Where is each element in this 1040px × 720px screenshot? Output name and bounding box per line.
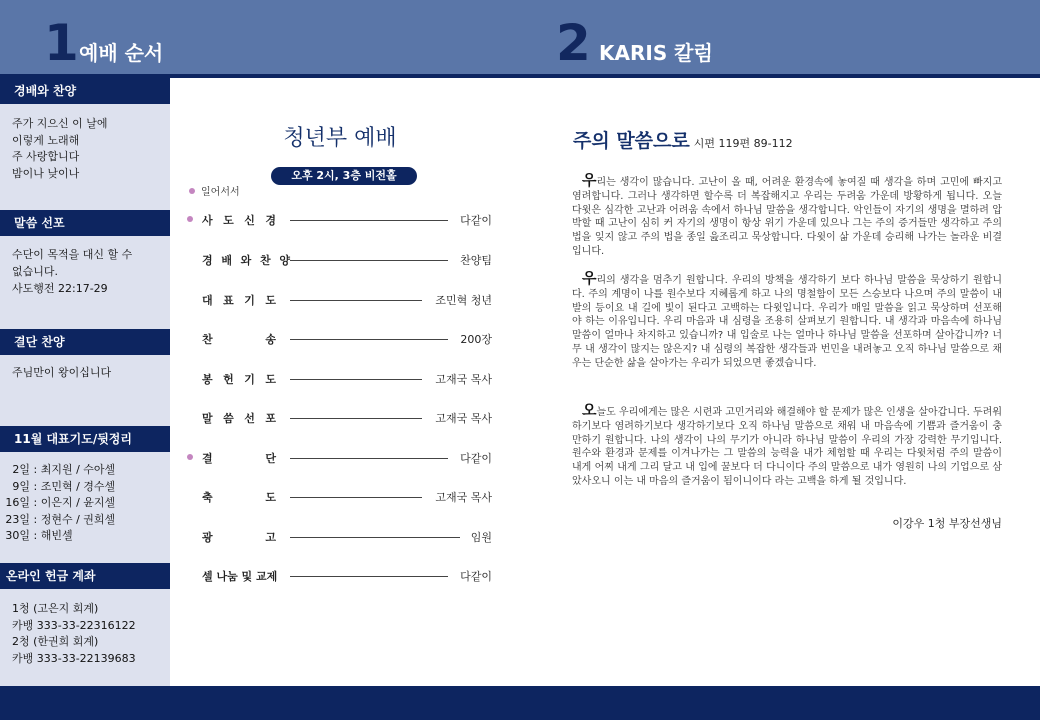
prayer-schedule [0,462,150,545]
sidebar-heading-prayer: 11월 대표기도/뒷정리 [0,426,170,452]
sermon-scripture: 사도행전 22:17-29 [12,282,108,295]
prayer-names: 최지원 / 수아셀 [40,463,116,476]
service-item-label: 말 씀 선 포 [202,412,276,425]
service-item [186,250,496,270]
service-item [186,210,496,230]
service-item [186,408,496,428]
bullet-icon [187,216,193,222]
bullet-icon [187,454,193,460]
service-item-label: 사 도 신 경 [202,214,276,227]
leader-line [290,300,422,301]
service-item-leader: 다같이 [460,452,492,465]
sidebar-heading-decision: 결단 찬양 [0,329,170,355]
service-item-leader: 다같이 [460,570,492,583]
section-2-title: KARIS 칼럼 [599,41,713,65]
prayer-date: 16일 [5,496,30,509]
column-paragraph [572,171,1002,259]
service-item-label: 광 고 [202,531,276,544]
praise-song: 주 사랑합니다 [12,150,80,163]
service-item-leader: 찬양팀 [460,254,492,267]
service-item-leader: 고재국 목사 [435,491,492,504]
offering-account: 카뱅 333-33-22316122 [12,618,136,632]
leader-line [290,418,422,419]
section-1-number: 1 [44,14,79,72]
praise-song: 밤이나 낮이나 [12,166,80,180]
sermon-line: 수단이 목적을 대신 할 수 [12,248,133,261]
service-title: 청년부 예배 [283,126,397,151]
paragraph-text: 늘도 우리에게는 많은 시련과 고민거리와 해결해야 할 문제가 많은 인생을 살아갑니다. 두려워하기보다 염려하기보다 생각하기보다 오직 하나님 말씀으로 채워 내 마음속에 기쁨과 즐거움이 충만하기 원합니다. 나의 생각이 나의 무기가 아니라 하나님 말씀이 우리의 가장 강력한 무기입니다. 원수와 환경과 문제를 이겨나가는 그 말씀의 능력을 내가 체험할 때 우리는 다윗처럼 주의 말씀이 내게 어찌 내게 그리 달고 내 입에 꿀보다 더 다니이다 주의 말씀으로 내가 영원히 나의 기업으로 삼았사오니 이는 내 마음의 즐거움이 됨이니이다 라는 고백을 하게 될 것입니다. [572,407,1002,487]
leader-line [290,260,448,261]
column-scripture-ref: 시편 119편 89-112 [693,137,793,150]
prayer-names: 조민혁 / 경수셀 [40,479,116,493]
section-2-number: 2 [556,14,591,72]
prayer-row: 23일 : 정현수 / 권희셀 [0,512,150,529]
paragraph-text: 리는 생각이 많습니다. 고난이 올 때, 어려운 환경속에 놓여질 때 생각을 하며 고민에 빠지고 염려합니다. 그러나 생각하면 할수록 더 복잡해지고 우리는 두려움 가운데 방황하게 됩니다. 오늘 다윗은 심각한 고난과 어려움 속에서 하나님 말씀을 생각합니다. 악인들이 자기의 생명을 멸하려 압박할 때 고난이 심히 커 자기의 생명이 항상 위기 가운데 있으나 그는 주의 증거들만 생각하고 주의 법을 잊지 않고 주의 법을 종일 읊조리고 묵상합니다. 다윗이 삶 가운데 승리해 나가는 놀라운 비결입니다. [572,177,1002,257]
service-item-label: 축 도 [202,491,276,504]
footer-band [0,686,1040,720]
column-paragraph [572,401,1002,489]
offering-line: 2청 (한권희 회계) [12,635,99,648]
decision-song: 주님만이 왕이십니다 [12,366,112,379]
service-item [186,487,496,507]
column-title-text: 주의 말씀으로 [573,130,690,152]
service-item-leader: 200장 [460,333,492,346]
standing-note-text: 일어서서 [201,187,240,198]
service-item [186,448,496,468]
service-item [186,527,496,547]
sidebar-heading-praise: 경배와 찬양 [0,78,170,104]
leader-line [290,537,460,538]
prayer-date: 23일 [5,512,30,526]
drop-cap: 우 [582,269,597,287]
service-item-label: 봉 헌 기 도 [202,373,276,386]
prayer-row: 30일 : 해빈셀 [0,528,150,545]
prayer-date: 2일 [12,463,30,476]
service-item-label: 찬 송 [202,333,276,346]
prayer-date: 30일 [5,529,30,542]
drop-cap: 우 [582,171,597,189]
column-title [573,128,793,157]
prayer-date: 9일 [12,479,30,493]
service-item [186,369,496,389]
service-item [186,290,496,310]
paragraph-text: 리의 생각을 멈추기 원합니다. 우리의 방책을 생각하기 보다 하나님 말씀을 묵상하기 원합니다. 주의 계명이 나를 원수보다 지혜롭게 하고 나의 명철함이 모든 스승보다 나으며 주의 말씀이 내 발의 등이요 내 길에 빛이 된다고 고백하는 다윗입니다. 우리가 매일 말씀을 읽고 묵상하며 선포해야 하는 이유입니다. 우리 마음과 내 심령을 조용히 살펴보기 원합니다. 내 생각과 마음속에 하나님 말씀이 얼마나 차지하고 있습니까? 내 입술로 나는 얼마나 하나님 말씀을 선포하며 살아갑니까? 너무 내 생각이 많지는 않은지? 내 심령의 복잡한 생각들과 번민을 내려놓고 오직 하나님 말씀으로 채우는 단순한 삶을 살아가는 우리가 되었으면 좋겠습니다. [572,275,1002,369]
service-item-label: 대 표 기 도 [202,294,276,307]
service-item-label: 셀 나눔 및 교제 [202,570,278,583]
prayer-row: 9일 : 조민혁 / 경수셀 [0,479,150,496]
service-item [186,329,496,349]
prayer-names: 정현수 / 권희셀 [40,512,116,526]
drop-cap: 오 [582,401,597,419]
column-author: 이강우 1청 부장선생님 [892,517,1002,530]
praise-song-list [12,116,162,182]
leader-line [290,339,448,340]
prayer-row: 2일 : 최지원 / 수아셀 [0,462,150,479]
prayer-names: 해빈셀 [40,529,73,542]
prayer-names: 이은지 / 윤지셀 [40,496,116,509]
service-time-badge: 오후 2시, 3층 비전홀 [271,167,417,185]
section-1-title: 예배 순서 [79,41,164,65]
standing-note [189,186,240,200]
praise-song: 이렇게 노래해 [12,133,80,147]
service-item-label: 경 배 와 찬 양 [202,254,290,267]
bullet-icon [189,188,195,194]
service-item-leader: 고재국 목사 [435,373,492,386]
sermon-line: 없습니다. [12,265,59,278]
leader-line [290,220,448,221]
service-item-leader: 조민혁 청년 [435,294,492,307]
prayer-row: 16일 : 이은지 / 윤지셀 [0,495,150,512]
praise-song: 주가 지으신 이 날에 [12,117,108,130]
offering-accounts [12,601,162,667]
leader-line [290,379,422,380]
service-item [186,566,496,586]
service-item-leader: 임원 [470,531,492,544]
leader-line [290,497,422,498]
column-paragraph [572,269,1002,371]
sermon-info [12,246,162,297]
sidebar [0,78,170,686]
service-item-leader: 다같이 [460,214,492,227]
service-item-leader: 고재국 목사 [435,412,492,425]
leader-line [290,458,448,459]
offering-line: 1청 (고은지 회계) [12,602,99,615]
sidebar-heading-offering: 온라인 헌금 계좌 [0,563,170,589]
service-item-label: 결 단 [202,452,276,465]
leader-line [290,576,448,577]
offering-account: 카뱅 333-33-22139683 [12,651,136,665]
sidebar-heading-declaration: 말씀 선포 [0,210,170,236]
